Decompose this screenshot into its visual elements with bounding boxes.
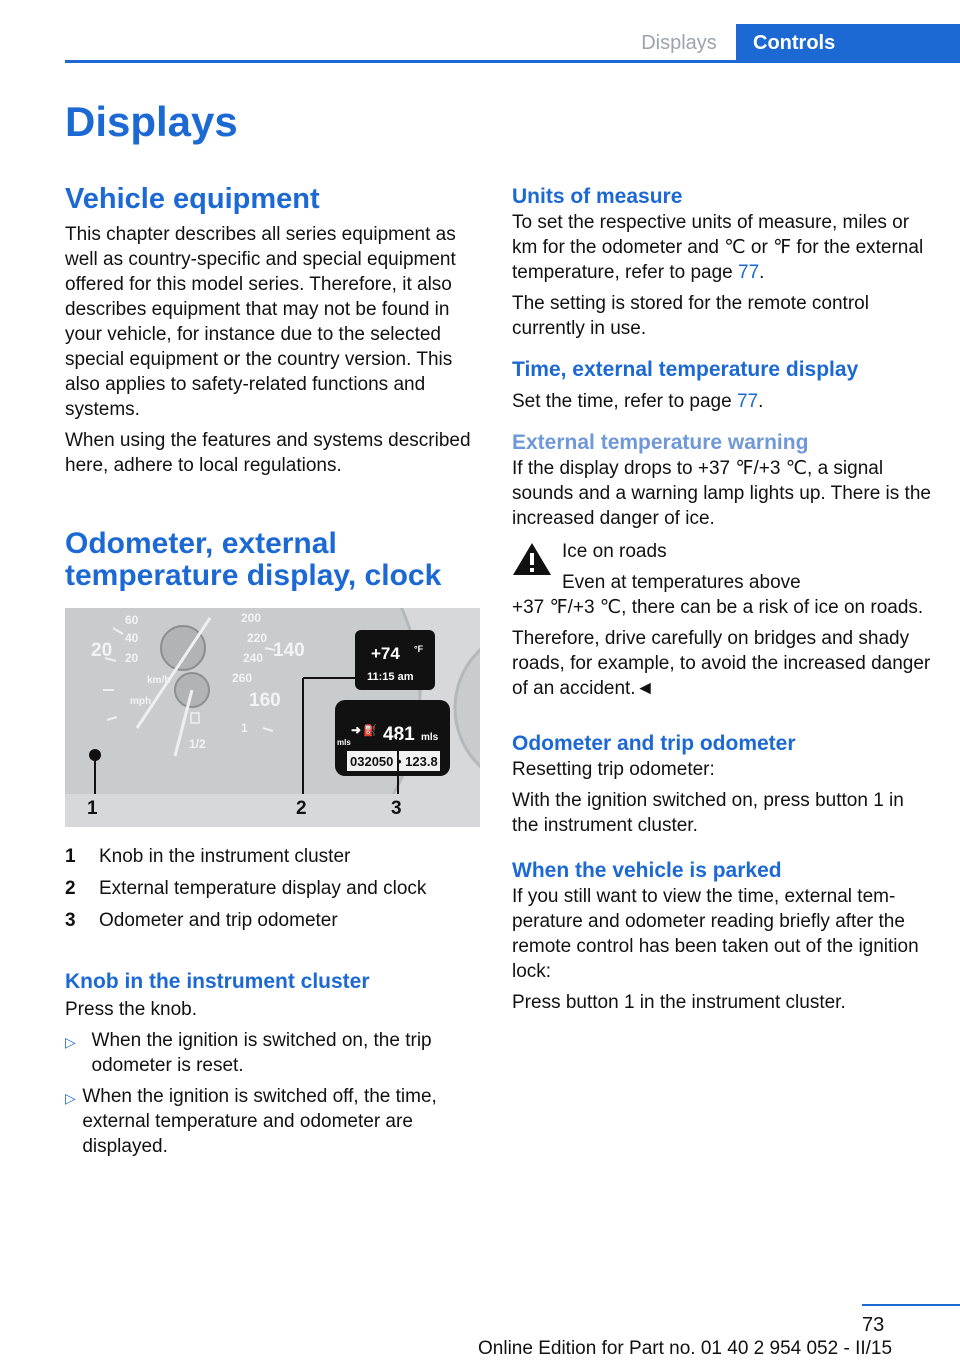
paragraph-vehicle-1: This chapter describes all series equipment as well as country-specific and special equipment offered for this model series. Therefore, it also describes equipment that may not be found in your vehicle, for instance due to the selected special equipment or the country version. This also applies to safety-related functions and systems. [65,224,456,420]
footer-rule [862,1304,960,1306]
clock-readout: 11:15 am [367,671,414,683]
legend-number: 2 [65,878,76,899]
units-period: . [759,262,765,283]
fuel-range-icon: ⛽ [363,725,377,737]
paragraph-trip-1: Resetting trip odometer: [512,759,715,780]
left-column [65,182,480,1165]
warning-box [512,539,932,620]
paragraph-units-2: The setting is stored for the remote control currently in use. [512,293,869,339]
paragraph-time [512,389,932,414]
paragraph-drive-carefully: Therefore, drive carefully on bridges and shady roads, for example, to avoid the increased danger of an accident.◄ [512,628,931,699]
heading-temp-warning: External temperature warning [512,431,809,454]
triangle-bullet-icon: ▷ [65,1034,76,1050]
page-title: Displays [65,98,238,145]
units-text: To set the respective units of measure, miles or km for the odometer and ℃ or ℉ for the external temperature, refer to page [512,212,924,283]
odometer-readout: 032050 • 123.8 [350,754,438,769]
rpm-label: 200 [241,611,262,625]
warning-triangle-icon [512,541,552,577]
legend-text: Odometer and trip odometer [99,910,338,931]
legend-item [65,841,480,873]
callout-2: 2 [296,798,307,819]
legend-item [65,873,480,905]
legend-item [65,905,480,937]
footer-edition: Online Edition for Part no. 01 40 2 954 052 - II/15 [478,1338,893,1359]
heading-vehicle-equipment: Vehicle equipment [65,183,320,215]
rpm-label: 260 [232,671,253,685]
warning-continuation: +37 ℉/+3 ℃, there can be a risk of ice on roads. [512,597,924,618]
rpm-label: 160 [249,690,281,711]
range-readout: 481 [383,724,415,745]
legend-text: External temperature display and clock [99,878,427,899]
outside-temp-readout: +74 [371,644,400,663]
heading-knob: Knob in the instrument cluster [65,970,370,993]
rpm-label: 220 [247,631,268,645]
speed-label: 40 [125,631,139,645]
list-item [65,1028,480,1078]
time-period: . [758,391,764,412]
warning-line: Even at temperatures above [562,572,801,593]
paragraph-units-1 [512,210,932,285]
heading-time-temp: Time, external temperature display [512,358,859,381]
header-tab-controls[interactable]: Controls [736,24,960,62]
paragraph-trip-2: With the ignition switched on, press button 1 in the instrument cluster. [512,790,904,836]
right-column [512,184,932,1015]
figure-legend [65,841,480,937]
heading-parked: When the vehicle is parked [512,859,782,882]
page-number: 73 [862,1314,885,1336]
heading-trip-odometer: Odometer and trip odometer [512,732,796,755]
warning-title: Ice on roads [562,541,667,562]
fuel-label-full: 1 [241,721,248,735]
page-link-77[interactable]: 77 [736,391,759,412]
range-unit: mls [421,732,439,743]
header-rule [65,60,960,63]
fuel-label-half: 1/2 [189,737,206,751]
range-arrow-icon: ➜ [351,723,362,737]
heading-odometer-display-clock: Odometer, external temperature display, clock [65,527,442,592]
list-item [65,1084,480,1159]
instrument-cluster-figure [65,608,480,827]
outside-temp-unit: °F [414,644,424,654]
bullet-text: When the ignition is switched on, the trip odometer is reset. [91,1030,432,1076]
header-tab-displays[interactable]: Displays [641,32,717,54]
legend-text: Knob in the instrument cluster [99,846,351,867]
bullet-text: When the ignition is switched off, the time, external temperature and odometer are displayed. [82,1086,437,1157]
speed-unit-kmh: km/h [147,675,171,686]
range-unit-small: mls [337,738,351,747]
rpm-label: 140 [273,640,305,661]
rpm-label: 240 [243,651,264,665]
triangle-bullet-icon: ▷ [65,1090,76,1106]
callout-1: 1 [87,798,98,819]
bullet-list [65,1028,480,1159]
callout-3: 3 [391,798,402,819]
time-text: Set the time, refer to page [512,391,737,412]
paragraph-parked-2: Press button 1 in the instrument cluster. [512,992,846,1013]
legend-number: 1 [65,846,76,867]
speed-label: 60 [125,613,139,627]
speed-unit-mph: mph [130,696,152,707]
heading-units: Units of measure [512,185,683,208]
speed-label: 20 [125,651,139,665]
legend-number: 3 [65,910,76,931]
paragraph-parked-1: If you still want to view the time, external temperature and odometer reading briefly after the remote control has been taken out of the ignition lock: [512,886,919,982]
page-link-77[interactable]: 77 [738,262,760,283]
instrument-cluster-illustration [65,608,480,827]
paragraph-vehicle-2: When using the features and systems described here, adhere to local regulations. [65,430,471,476]
speed-label: 20 [91,640,113,661]
paragraph-knob: Press the knob. [65,999,198,1020]
paragraph-temp-warning: If the display drops to +37 ℉/+3 ℃, a signal sounds and a warning lamp lights up. There is the increased danger of ice. [512,458,931,529]
